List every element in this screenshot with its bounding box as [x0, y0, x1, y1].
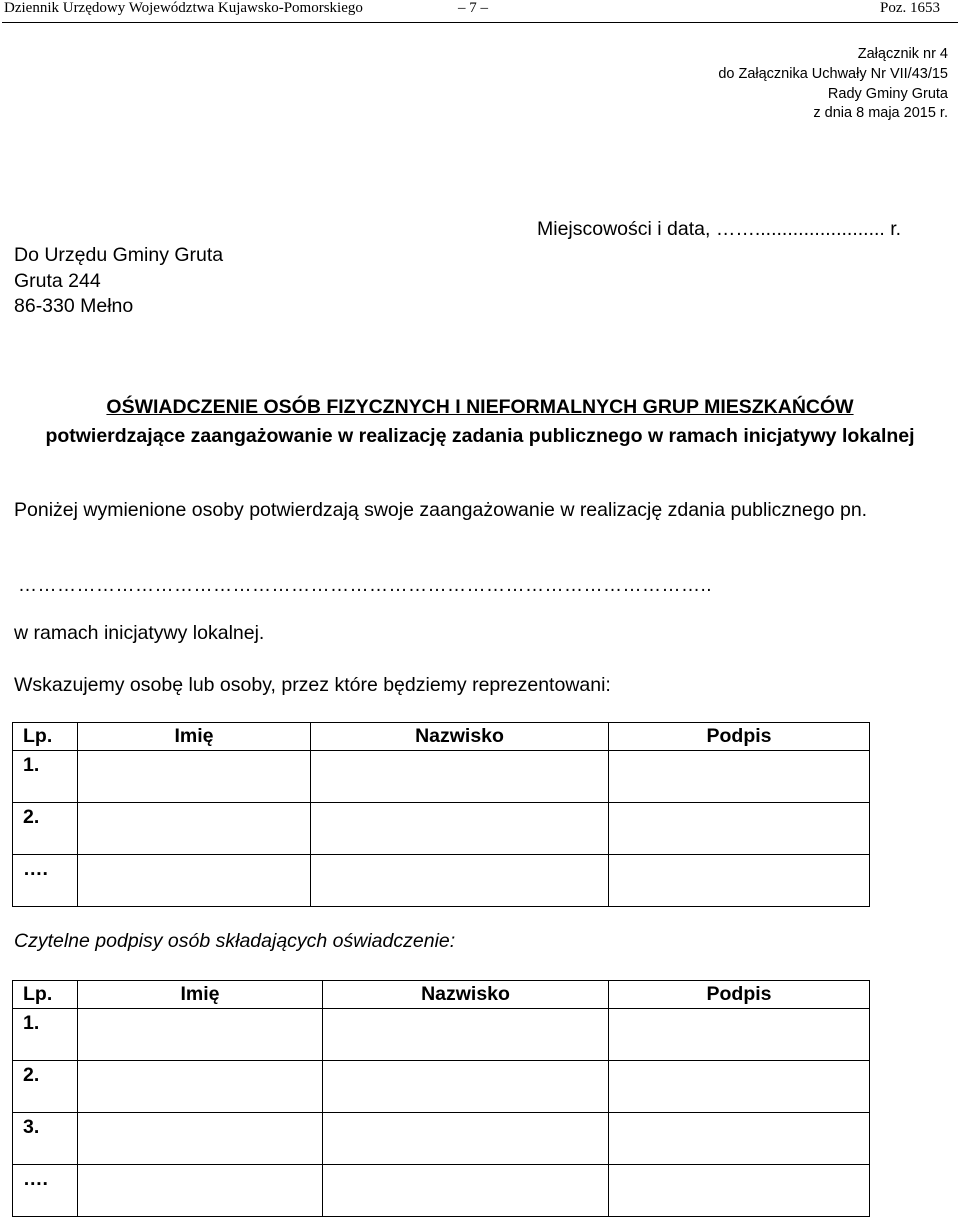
address-line: Gruta 244	[14, 269, 101, 292]
header-lp: Lp.	[13, 723, 78, 751]
recipient-address	[14, 243, 223, 320]
row-number: ….	[13, 1165, 78, 1217]
table-row	[13, 1061, 870, 1113]
table-row	[13, 1009, 870, 1061]
header-last-name: Nazwisko	[311, 723, 609, 751]
row-number: 1.	[13, 751, 78, 803]
document-subtitle: potwierdzające zaangażowanie w realizację zadania publicznego w ramach inicjatywy lokalnej	[45, 425, 915, 447]
first-name-cell	[78, 1113, 323, 1165]
first-name-cell	[78, 751, 311, 803]
task-name-blank: ……………………………………………………………………………………………..	[18, 575, 713, 596]
row-number: ….	[13, 855, 78, 907]
last-name-cell	[311, 751, 609, 803]
signatures-heading: Czytelne podpisy osób składających oświadczenie:	[14, 930, 456, 952]
header-signature: Podpis	[609, 723, 870, 751]
table-row	[13, 803, 870, 855]
document-title: OŚWIADCZENIE OSÓB FIZYCZNYCH I NIEFORMALNYCH GRUP MIESZKAŃCÓW	[106, 396, 854, 418]
annex-line: Załącznik nr 4	[857, 46, 948, 62]
header-lp: Lp.	[13, 981, 78, 1009]
last-name-cell	[311, 855, 609, 907]
last-name-cell	[323, 1009, 609, 1061]
header-first-name: Imię	[78, 981, 323, 1009]
header-signature: Podpis	[609, 981, 870, 1009]
table-row	[13, 855, 870, 907]
signature-cell	[609, 1113, 870, 1165]
signatures-table	[12, 980, 870, 1217]
annex-note	[718, 45, 948, 124]
signature-cell	[609, 751, 870, 803]
header-first-name: Imię	[78, 723, 311, 751]
table-header-row	[13, 723, 870, 751]
last-name-cell	[323, 1061, 609, 1113]
annex-line: do Załącznika Uchwały Nr VII/43/15	[718, 65, 948, 82]
signature-cell	[609, 1061, 870, 1113]
last-name-cell	[311, 803, 609, 855]
header-divider	[2, 22, 958, 23]
address-line: 86-330 Mełno	[14, 295, 134, 317]
row-number: 2.	[13, 803, 78, 855]
first-name-cell	[78, 803, 311, 855]
position-number: Poz. 1653	[880, 0, 940, 16]
representatives-heading: Wskazujemy osobę lub osoby, przez które będziemy reprezentowani:	[14, 674, 611, 696]
signature-cell	[609, 1009, 870, 1061]
row-number: 2.	[13, 1061, 78, 1113]
representatives-table	[12, 722, 870, 907]
table-header-row	[13, 981, 870, 1009]
annex-line: Rady Gminy Gruta	[827, 85, 948, 102]
last-name-cell	[323, 1165, 609, 1217]
first-name-cell	[78, 1061, 323, 1113]
initiative-frame-text: w ramach inicjatywy lokalnej.	[14, 622, 265, 644]
table-row	[13, 751, 870, 803]
intro-text: Poniżej wymienione osoby potwierdzają swoje zaangażowanie w realizację zdania publicznego pn.	[14, 499, 868, 521]
page-number: – 7 –	[458, 0, 488, 16]
row-number: 3.	[13, 1113, 78, 1165]
row-number: 1.	[13, 1009, 78, 1061]
last-name-cell	[323, 1113, 609, 1165]
signature-cell	[609, 803, 870, 855]
first-name-cell	[78, 1009, 323, 1061]
table-row	[13, 1113, 870, 1165]
header-last-name: Nazwisko	[323, 981, 609, 1009]
place-and-date: Miejscowości i data, ……........................ r.	[537, 218, 902, 240]
first-name-cell	[78, 855, 311, 907]
annex-line: z dnia 8 maja 2015 r.	[813, 105, 948, 122]
table-row	[13, 1165, 870, 1217]
first-name-cell	[78, 1165, 323, 1217]
address-line: Do Urzędu Gminy Gruta	[14, 244, 224, 266]
journal-title: Dziennik Urzędowy Województwa Kujawsko-Pomorskiego	[4, 0, 363, 16]
signature-cell	[609, 855, 870, 907]
signature-cell	[609, 1165, 870, 1217]
